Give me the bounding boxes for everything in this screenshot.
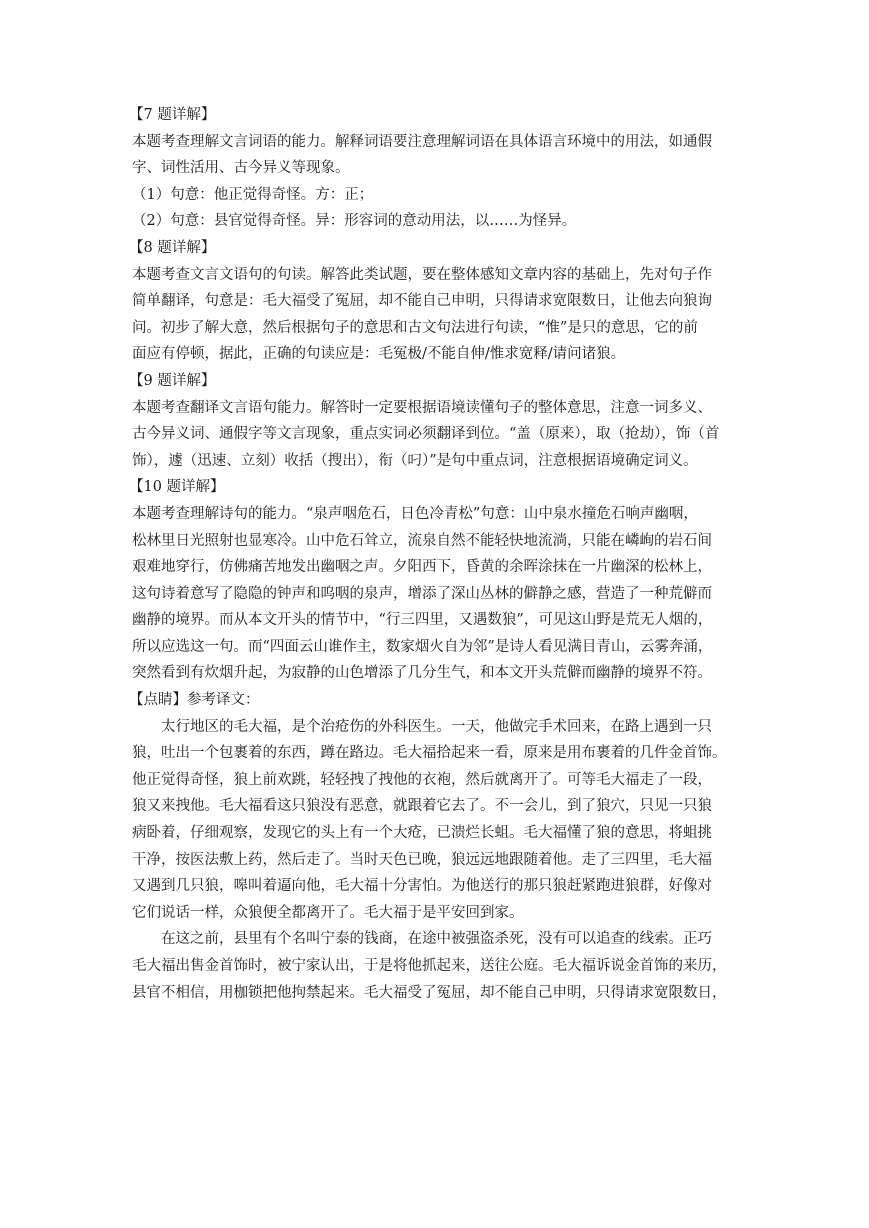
- section-q9: [129, 368, 740, 474]
- section-heading: 【7 题详解】: [129, 107, 216, 123]
- text-line: 所以应选这一句。而“四面云山谁作主，数家烟火自为邻”是诗人看见满目青山，云雾奔涌，: [132, 638, 713, 655]
- text-line: （2）句意：县官觉得奇怪。异：形容词的意动用法，以……为怪异。: [132, 213, 577, 230]
- text-line: 在这之前，县里有个名叫宁泰的钱商，在途中被强盗杀死，没有可以追查的线索。正巧: [161, 931, 712, 948]
- text-line: 字、词性活用、古今异义等现象。: [132, 160, 350, 177]
- text-line: 问。初步了解大意，然后根据句子的意思和古文句法进行句读，“惟”是只的意思，它的前: [132, 319, 698, 336]
- section-q8: [129, 235, 740, 368]
- document-body: [129, 102, 740, 1006]
- text-line: 本题考查理解诗句的能力。“泉声咽危石，日色冷青松”句意：山中泉水撞危石响声幽咽，: [132, 505, 698, 522]
- text-line: 面应有停顿，据此，正确的句读应是：毛冤极/不能自伸/惟求宽释/请问诸狼。: [132, 346, 626, 363]
- section-heading: 【8 题详解】: [129, 239, 216, 256]
- translation-paragraph: [132, 714, 740, 927]
- text-line: 古今异义词、通假字等文言现象，重点实词必须翻译到位。“盖（原来），取（抢劫），饰（首: [132, 426, 720, 443]
- text-line: 县官不相信，用枷锁把他拘禁起来。毛大福受了冤屈，却不能自己申明，只得请求宽限数日，: [132, 984, 727, 1001]
- text-line: 干净，按医法敷上药，然后走了。当时天色已晚，狼远远地跟随着他。走了三四里，毛大福: [132, 851, 712, 868]
- text-line: 他正觉得奇怪，狼上前欢跳，轻轻拽了拽他的衣袍，然后就离开了。可等毛大福走了一段，: [132, 771, 712, 788]
- text-line: 太行地区的毛大福，是个治疮伤的外科医生。一天，他做完手术回来，在路上遇到一只: [161, 718, 712, 735]
- text-line: 狼，吐出一个包裹着的东西，蹲在路边。毛大福拾起来一看，原来是用布裹着的几件金首饰。: [132, 745, 727, 762]
- text-line: 突然看到有炊烟升起，为寂静的山色增添了几分生气，和本文开头荒僻而幽静的境界不符。: [132, 665, 712, 682]
- text-line: 本题考查理解文言词语的能力。解释词语要注意理解词语在具体语言环境中的用法，如通假: [132, 133, 712, 150]
- section-heading: 【10 题详解】: [129, 479, 225, 496]
- text-line: 艰难地穿行，仿佛痛苦地发出幽咽之声。夕阳西下，昏黄的余晖涂抹在一片幽深的松林上，: [132, 559, 712, 576]
- text-line: 又遇到几只狼，嗥叫着逼向他，毛大福十分害怕。为他送行的那只狼赶紧跑进狼群，好像对: [132, 878, 712, 895]
- text-line: 本题考查翻译文言语句能力。解答时一定要根据语境读懂句子的整体意思，注意一词多义、: [132, 399, 712, 416]
- text-line: 饰），遽（迅速、立刻）收括（搜出），衔（叼）”是句中重点词，注意根据语境确定词义。: [132, 452, 698, 469]
- section-dianjing: [129, 687, 740, 714]
- section-heading: 【9 题详解】: [129, 372, 216, 389]
- translation-paragraph: [132, 926, 740, 1006]
- section-q10: [129, 474, 740, 687]
- text-line: 毛大福出售金首饰时，被宁家认出，于是将他抓起来，送往公庭。毛大福诉说金首饰的来历，: [132, 958, 727, 974]
- text-line: （1）句意：他正觉得奇怪。方：正；: [132, 186, 374, 203]
- text-line: 这句诗着意写了隐隐的钟声和呜咽的泉声，增添了深山丛林的僻静之感，营造了一种荒僻而: [132, 585, 712, 602]
- text-line: 幽静的境界。而从本文开头的情节中，“行三四里，又遇数狼”，可见这山野是荒无人烟的，: [132, 612, 713, 629]
- text-line: 松林里日光照射也显寒冷。山中危石耸立，流泉自然不能轻快地流淌，只能在嶙峋的岩石间: [132, 532, 712, 549]
- text-line: 本题考查文言文语句的句读。解答此类试题，要在整体感知文章内容的基础上，先对句子作: [132, 266, 712, 283]
- section-heading: 【点睛】参考译文：: [129, 692, 260, 709]
- text-line: 它们说话一样，众狼便全都离开了。毛大福于是平安回到家。: [132, 904, 524, 921]
- text-line: 狼又来拽他。毛大福看这只狼没有恶意，就跟着它去了。不一会儿，到了狼穴，只见一只狼: [132, 798, 712, 815]
- text-line: 简单翻译，句意是：毛大福受了冤屈，却不能自己申明，只得请求宽限数日，让他去向狼询: [132, 293, 712, 310]
- text-line: 病卧着，仔细观察，发现它的头上有一个大疮，已溃烂长蛆。毛大福懂了狼的意思，将蛆挑: [132, 825, 712, 842]
- section-q7: [129, 102, 740, 235]
